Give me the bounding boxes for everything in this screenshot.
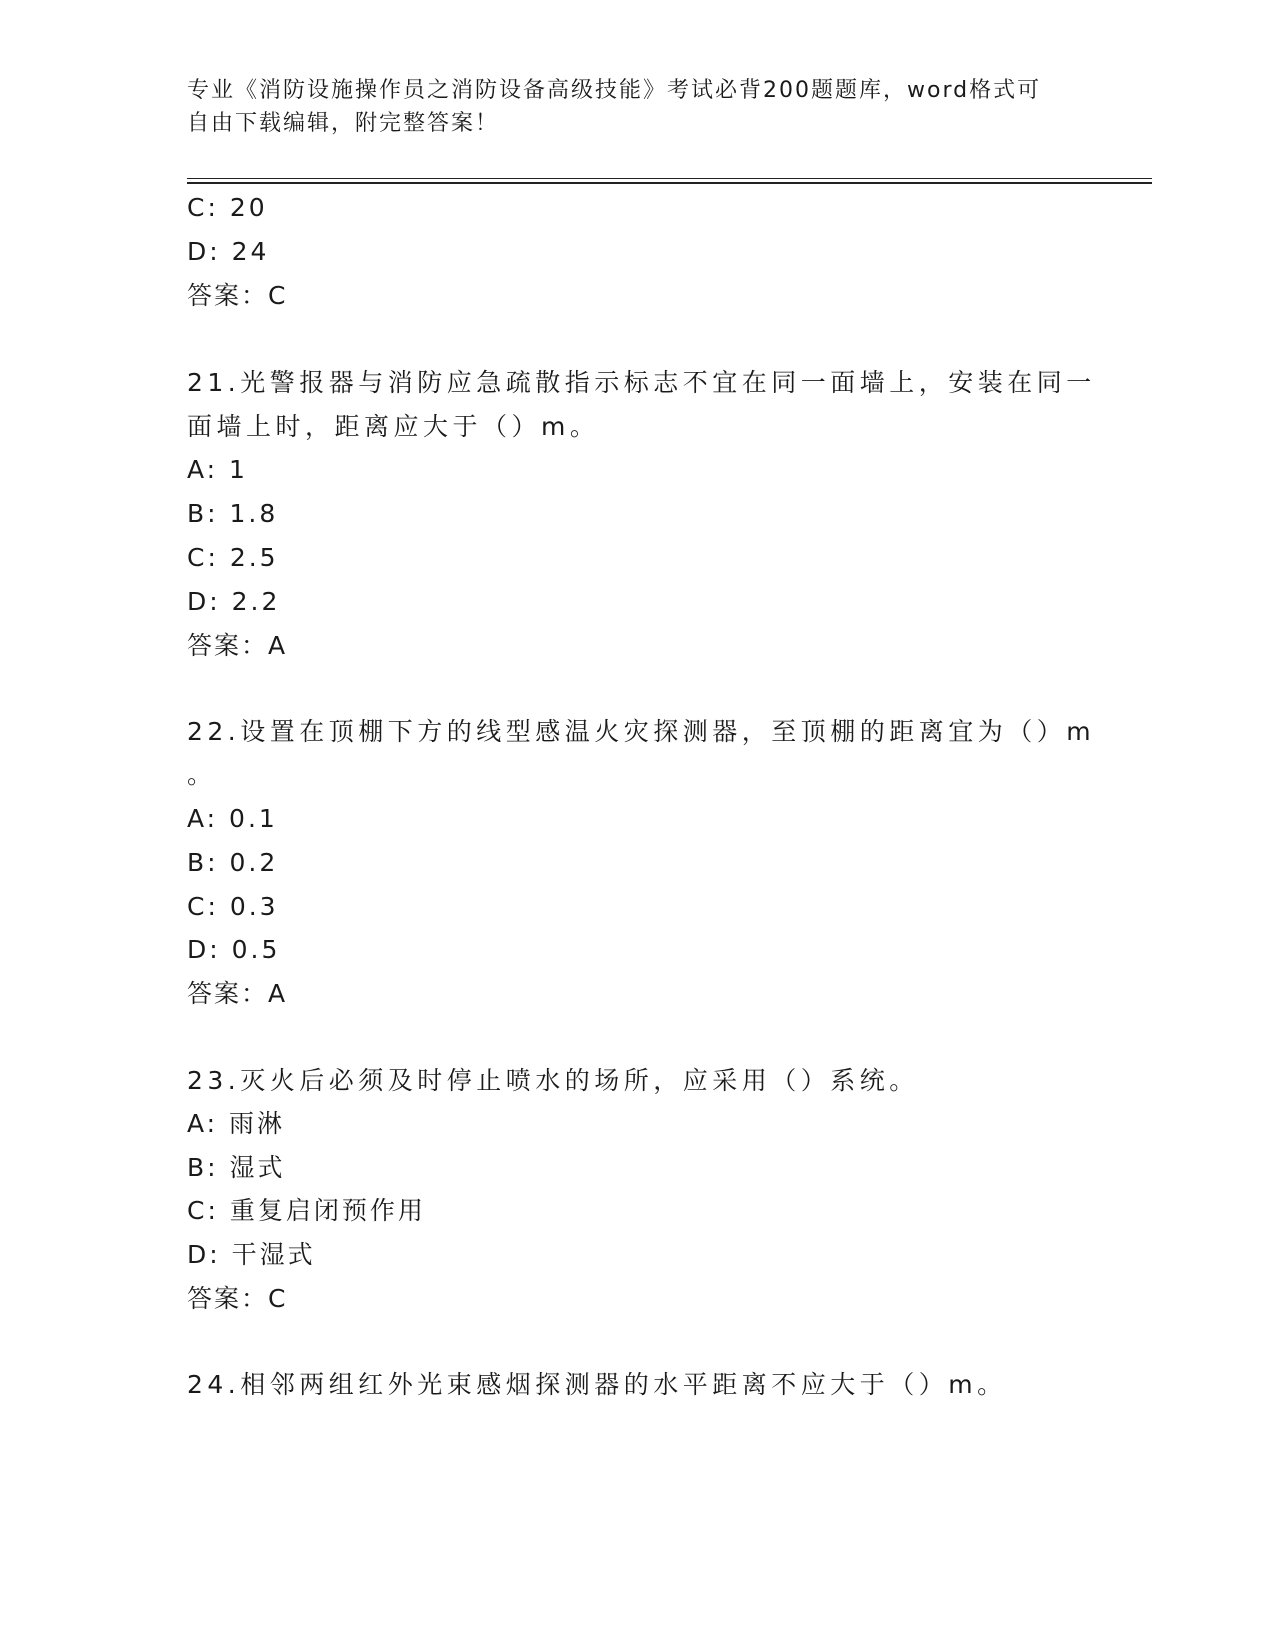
q22-option-c: C: 0.3 [187,892,279,921]
header-line-2: 自由下载编辑，附完整答案！ [187,111,500,136]
q22-option-a: A: 0.1 [187,804,278,833]
q23-option-d: D: 干湿式 [187,1240,316,1269]
q23-option-c: C: 重复启闭预作用 [187,1196,426,1225]
q24-stem-line-1: 24.相邻两组红外光束感烟探测器的水平距离不应大于（）m。 [187,1370,1007,1399]
q21-option-b: B: 1.8 [187,499,279,528]
header-divider-thin [187,178,1152,179]
header-divider-thick [187,182,1152,184]
q22-stem-line-1: 22.设置在顶棚下方的线型感温火灾探测器，至顶棚的距离宜为（）m [187,717,1096,746]
q21-stem-line-2: 面墙上时，距离应大于（）m。 [187,412,600,441]
q22-option-d: D: 0.5 [187,935,281,964]
q22-stem-line-2: 。 [187,760,217,789]
prev-answer: 答案：C [187,281,288,310]
q21-answer: 答案：A [187,631,288,660]
q23-stem-line-1: 23.灭火后必须及时停止喷水的场所，应采用（）系统。 [187,1066,919,1095]
prev-option-c: C: 20 [187,193,268,222]
q22-option-b: B: 0.2 [187,848,279,877]
q23-option-a: A: 雨淋 [187,1109,286,1138]
q21-option-d: D: 2.2 [187,587,281,616]
q21-option-c: C: 2.5 [187,543,279,572]
prev-option-d: D: 24 [187,237,270,266]
q23-answer: 答案：C [187,1284,288,1313]
q22-answer: 答案：A [187,979,288,1008]
q21-option-a: A: 1 [187,455,248,484]
q23-option-b: B: 湿式 [187,1153,286,1182]
document-header [187,74,1087,140]
header-line-1: 专业《消防设施操作员之消防设备高级技能》考试必背200题题库，word格式可 [187,78,1042,103]
q21-stem-line-1: 21.光警报器与消防应急疏散指示标志不宜在同一面墙上，安装在同一 [187,368,1096,397]
